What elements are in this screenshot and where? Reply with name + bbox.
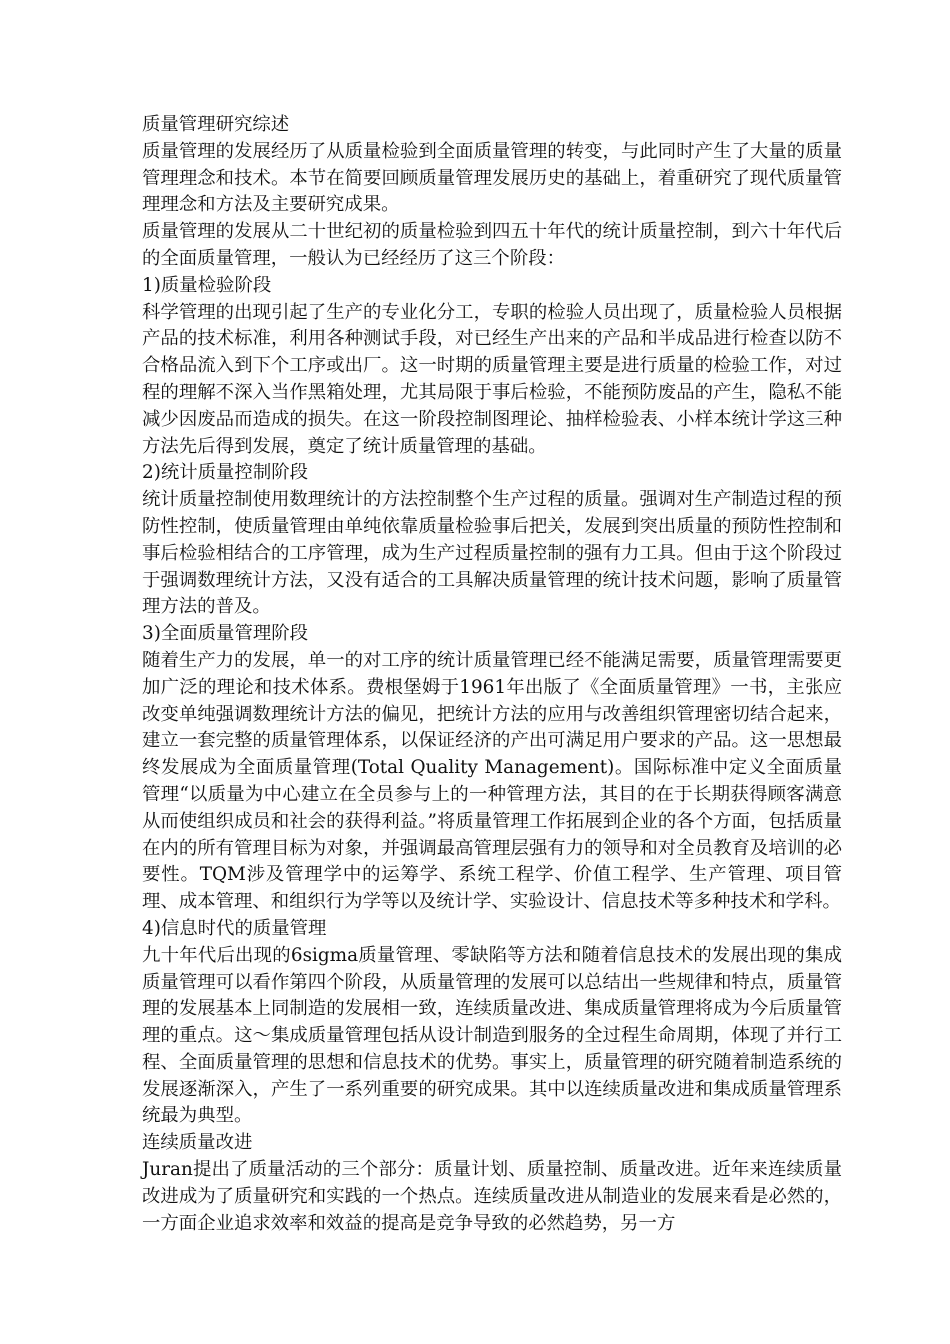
section-heading: 连续质量改进 [142,1132,253,1154]
document-title: 质量管理研究综述 [142,114,290,135]
section-heading: 1)质量检验阶段 [142,274,272,296]
body-paragraph: 科学管理的出现引起了生产的专业化分工，专职的检验人员出现了，质量检验人员根据产品的技术标准，利用各种测试手段，对已经生产出来的产品和半成品进行检查以防不合格品流入到下个工序或出厂。这一时期的质量管理主要是进行质量的检验工作，对过程的理解不深入当作黑箱处理，尤其局限于事后检验，不能预防废品的产生，隐私不能减少因废品而造成的损失。在这一阶段控制图理论、抽样检验表、小样本统计学这三种方法先后得到发展，奠定了统计质量管理的基础。 [142,301,842,457]
section-heading: 4)信息时代的质量管理 [142,917,327,939]
document-body [142,112,842,1237]
body-paragraph: 随着生产力的发展，单一的对工序的统计质量管理已经不能满足需要，质量管理需要更加广泛的理论和技术体系。费根堡姆于1961年出版了《全面质量管理》一书，主张应改变单纯强调数理统计方法的偏见，把统计方法的应用与改善组织管理密切结合起来，建立一套完整的质量管理体系，以保证经济的产出可满足用户要求的产品。这一思想最终发展成为全面质量管理(Total Quality Management)。国际标准中定义全面质量管理“以质量为中心建立在全员参与上的一种管理方法，其目的在于长期获得顾客满意从而使组织成员和社会的获得利益。”将质量管理工作拓展到企业的各个方面，包括质量在内的所有管理目标为对象，并强调最高管理层强有力的领导和对全员教育及培训的必要性。TQM涉及管理学中的运筹学、系统工程学、价值工程学、生产管理、项目管理、成本管理、和组织行为学等以及统计学、实验设计、信息技术等多种技术和学科。 [142,649,842,913]
section-heading: 3)全面质量管理阶段 [142,623,309,645]
section-heading: 2)统计质量控制阶段 [142,462,309,484]
body-paragraph: 质量管理的发展经历了从质量检验到全面质量管理的转变，与此同时产生了大量的质量管理理念和技术。本节在简要回顾质量管理发展历史的基础上，着重研究了现代质量管理理念和方法及主要研究成果。 [142,140,842,216]
body-paragraph: 九十年代后出现的6sigma质量管理、零缺陷等方法和随着信息技术的发展出现的集成质量管理可以看作第四个阶段，从质量管理的发展可以总结出一些规律和特点，质量管理的发展基本上同制造的发展相一致，连续质量改进、集成质量管理将成为今后质量管理的重点。这～集成质量管理包括从设计制造到服务的全过程生命周期，体现了并行工程、全面质量管理的思想和信息技术的优势。事实上，质量管理的研究随着制造系统的发展逐渐深入，产生了一系列重要的研究成果。其中以连续质量改进和集成质量管理系统最为典型。 [142,944,842,1127]
body-paragraph: 质量管理的发展从二十世纪初的质量检验到四五十年代的统计质量控制，到六十年代后的全面质量管理，一般认为已经经历了这三个阶段： [142,221,842,269]
body-paragraph: Juran提出了质量活动的三个部分：质量计划、质量控制、质量改进。近年来连续质量改进成为了质量研究和实践的一个热点。连续质量改进从制造业的发展来看是必然的，一方面企业追求效率和效益的提高是竞争导致的必然趋势，另一方 [142,1159,842,1234]
body-paragraph: 统计质量控制使用数理统计的方法控制整个生产过程的质量。强调对生产制造过程的预防性控制，使质量管理由单纯依靠质量检验事后把关，发展到突出质量的预防性控制和事后检验相结合的工序管理，成为生产过程质量控制的强有力工具。但由于这个阶段过于强调数理统计方法，又没有适合的工具解决质量管理的统计技术问题，影响了质量管理方法的普及。 [142,489,842,618]
